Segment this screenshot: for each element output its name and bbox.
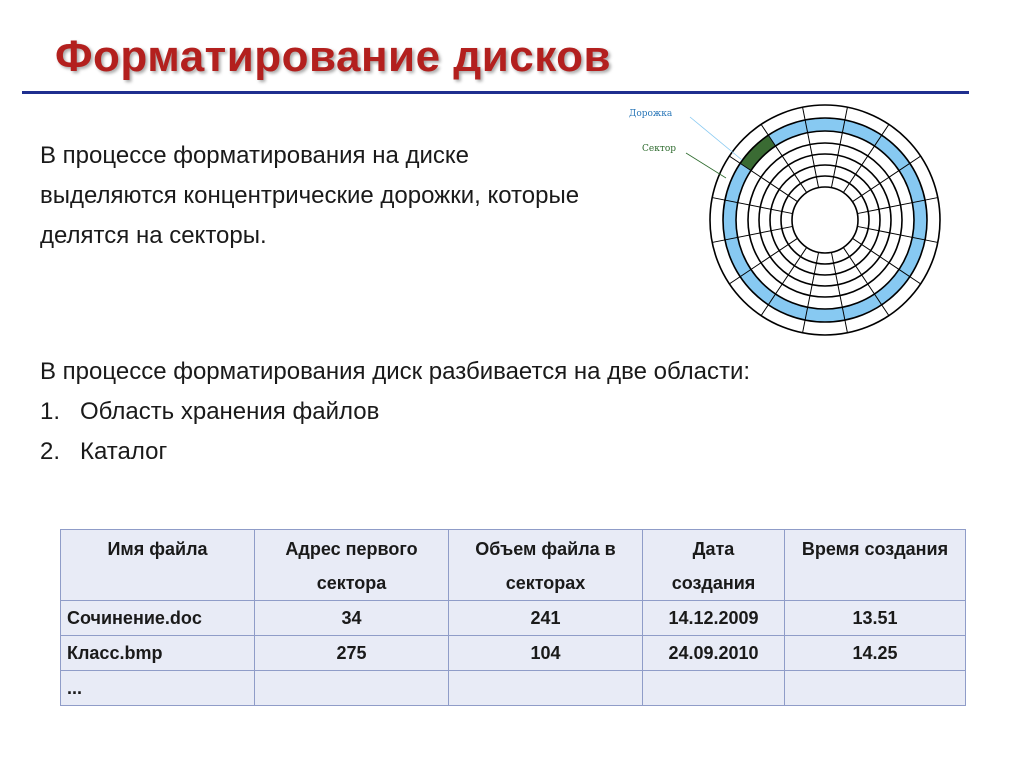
header-created-date: Дата создания — [643, 530, 785, 601]
header-file-name: Имя файла — [61, 530, 255, 601]
sector-pointer-line — [686, 153, 726, 178]
track-label: Дорожка — [629, 109, 673, 119]
areas-list-item — [40, 432, 800, 472]
cell-created-time: 14.25 — [785, 636, 966, 671]
cell-file-name: ... — [61, 671, 255, 706]
cell-created-time: 13.51 — [785, 601, 966, 636]
track-pointer-line — [690, 117, 742, 160]
cell-size-sectors — [449, 671, 643, 706]
cell-size-sectors: 241 — [449, 601, 643, 636]
areas-paragraph — [40, 352, 800, 472]
table-row — [61, 671, 966, 706]
header-first-sector: Адрес первого сектора — [255, 530, 449, 601]
cell-file-name: Класс.bmp — [61, 636, 255, 671]
cell-created-date: 14.12.2009 — [643, 601, 785, 636]
list-number: 2. — [40, 438, 61, 465]
cell-first-sector — [255, 671, 449, 706]
table-row — [61, 601, 966, 636]
areas-list — [40, 392, 800, 472]
list-item-text: Область хранения файлов — [80, 398, 380, 425]
title-underline — [22, 91, 969, 94]
disk-rings — [710, 105, 940, 335]
intro-paragraph: В процессе форматирования на диске выделяются концентрические дорожки, которые делятся на секторы. — [40, 142, 580, 249]
disk-diagram — [629, 100, 986, 340]
header-size-sectors: Объем файла в секторах — [449, 530, 643, 601]
areas-intro-text: В процессе форматирования диск разбивается на две области: — [40, 358, 751, 385]
cell-first-sector: 34 — [255, 601, 449, 636]
catalog-table — [60, 529, 966, 706]
cell-first-sector: 275 — [255, 636, 449, 671]
sector-label: Сектор — [642, 144, 676, 154]
list-item-text: Каталог — [80, 438, 168, 465]
header-created-time: Время создания — [785, 530, 966, 601]
table-header-row — [61, 530, 966, 601]
list-number: 1. — [40, 398, 61, 425]
cell-created-time — [785, 671, 966, 706]
areas-list-item — [40, 392, 800, 432]
cell-size-sectors: 104 — [449, 636, 643, 671]
cell-file-name: Сочинение.doc — [61, 601, 255, 636]
cell-created-date — [643, 671, 785, 706]
cell-created-date: 24.09.2010 — [643, 636, 785, 671]
table-row — [61, 636, 966, 671]
slide-title: Форматирование дисков — [55, 32, 612, 81]
